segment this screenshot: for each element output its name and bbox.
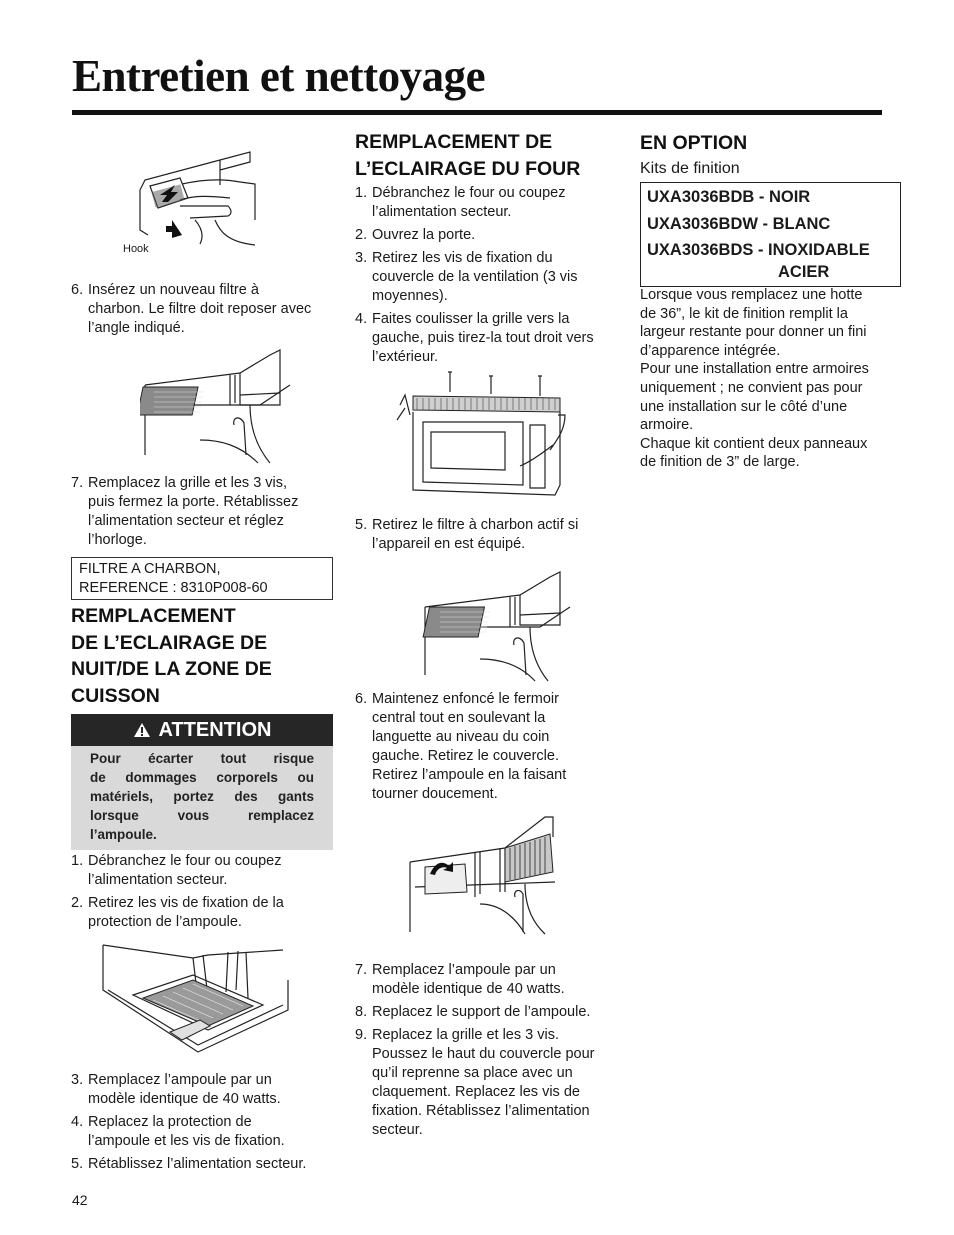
list-item: 4. Replacez la protection de l’ampoule et les vis de fixation. — [71, 1114, 285, 1149]
list-item: 3. Remplacez l’ampoule par un modèle identique de 40 watts. — [71, 1072, 281, 1107]
list-item: 6. Maintenez enfoncé le fermoir central tout en soulevant la languette au niveau du coin gauche. Retirez le couvercle. Retirez l’ampoule en la faisant tourner doucement. — [355, 691, 567, 802]
list-item: 2. Retirez les vis de fixation de la protection de l’ampoule. — [71, 895, 284, 930]
oven-light-heading: REMPLACEMENT DE L’ECLAIRAGE DU FOUR — [355, 131, 581, 180]
trim-kit-models-box — [640, 182, 901, 287]
hook-label: Hook — [123, 243, 149, 255]
trim-kits-subheading: Kits de finition — [640, 160, 740, 177]
list-item: 9. Replacez la grille et les 3 vis. Poussez le haut du couvercle pour qu’il reprenne sa place avec un claquement. Replacez les vis de fixation. Rétablissez l’alimentation secteur. — [355, 1027, 595, 1138]
attention-label: ATTENTION — [158, 718, 272, 741]
warning-icon — [133, 722, 151, 738]
filter-in-place-figure — [140, 345, 300, 465]
list-item: 5. Rétablissez l’alimentation secteur. — [71, 1156, 307, 1172]
night-light-heading: REMPLACEMENT DE L’ECLAIRAGE DE NUIT/DE LA ZONE DE CUISSON — [71, 605, 272, 707]
cooktop-light-figure — [98, 940, 298, 1055]
bulb-cover-figure — [405, 812, 575, 937]
kit-model-continued: ACIER — [778, 263, 830, 281]
kit-model: UXA3036BDW - BLANC — [647, 215, 831, 233]
attention-message: Pour écarter tout risque de dommages corporels ou matériels, portez des gants lorsque vous remplacez l’ampoule. — [71, 746, 333, 850]
filter-reference-box: FILTRE A CHARBON, REFERENCE : 8310P008-60 — [71, 557, 333, 600]
list-item: 1. Débranchez le four ou coupez l’alimentation secteur. — [71, 853, 282, 888]
list-item: 1. Débranchez le four ou coupez l’alimentation secteur. — [355, 185, 566, 220]
list-item: 6. Insérez un nouveau filtre à charbon. Le filtre doit reposer avec l’angle indiqué. — [71, 282, 312, 336]
kit-model: UXA3036BDB - NOIR — [647, 188, 811, 206]
options-heading: EN OPTION — [640, 132, 748, 154]
page-number: 42 — [72, 1192, 88, 1208]
filter-insertion-figure — [120, 140, 270, 260]
list-item: 7. Remplacez l’ampoule par un modèle identique de 40 watts. — [355, 962, 565, 997]
charcoal-filter-figure — [420, 567, 580, 682]
list-item: 4. Faites coulisser la grille vers la gauche, puis tirez-la tout droit vers l’extérieur. — [355, 311, 594, 365]
attention-banner — [71, 714, 333, 746]
list-item: 2. Ouvrez la porte. — [355, 227, 476, 243]
list-item: 3. Retirez les vis de fixation du couvercle de la ventilation (3 vis moyennes). — [355, 250, 578, 304]
trim-kit-description: Lorsque vous remplacez une hotte de 36”, le kit de finition remplit la largeur restante pour donner un fini d’apparence intégrée. Pour une installation entre armoires uniquement ; ne convient pas pour une installation sur le côté d’une armoire. Chaque kit contient deux panneaux de finition de 3” de large. — [640, 287, 869, 471]
grille-removal-figure — [395, 370, 575, 505]
page-title: Entretien et nettoyage — [72, 51, 486, 101]
list-item: 7. Remplacez la grille et les 3 vis, puis fermez la porte. Rétablissez l’alimentation secteur et réglez l’horloge. — [71, 475, 299, 548]
list-item: 5. Retirez le filtre à charbon actif si l’appareil en est équipé. — [355, 517, 579, 552]
kit-model: UXA3036BDS - INOXIDABLE — [647, 241, 870, 259]
title-rule — [72, 110, 882, 115]
list-item: 8. Replacez le support de l’ampoule. — [355, 1004, 591, 1020]
